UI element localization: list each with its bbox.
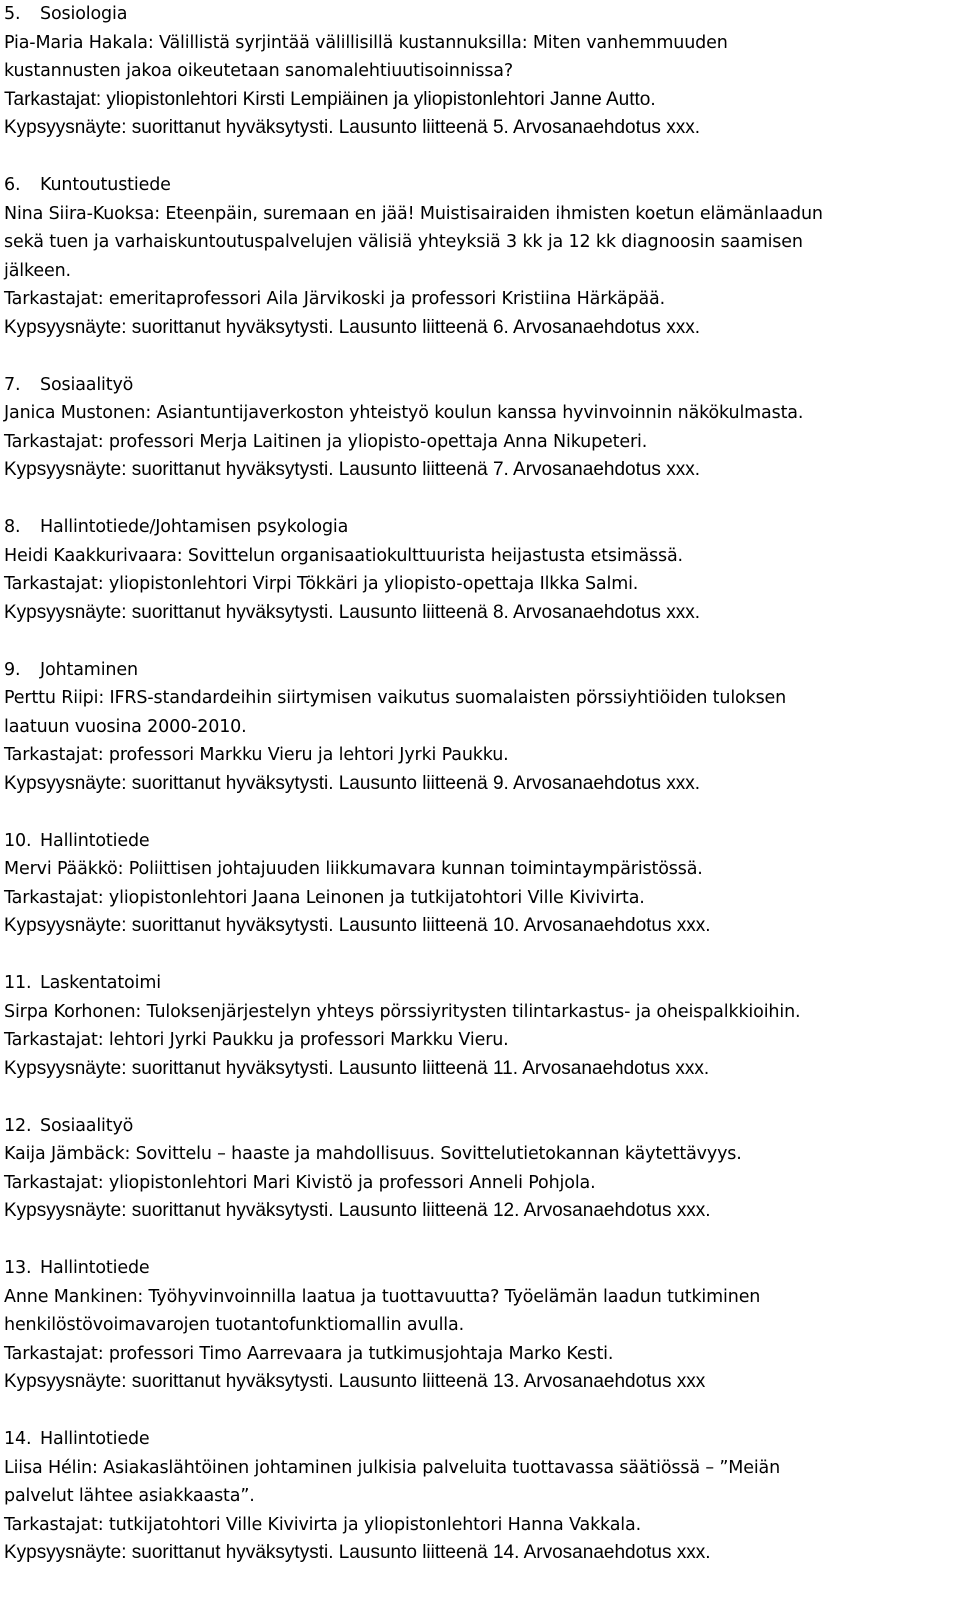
entry-heading [4,1425,952,1454]
entry-subject: Johtaminen [40,659,138,680]
entry-heading [4,171,952,200]
entry-text-line: Mervi Pääkkö: Poliittisen johtajuuden liikkumavara kunnan toimintaympäristössä. [4,859,703,879]
entry-subject: Hallintotiede [40,1429,150,1449]
entry-text-line: Perttu Riipi: IFRS-standardeihin siirtymisen vaikutus suomalaisten pörssiyhtiöiden tuloksen [4,688,787,708]
entry-separator [4,1397,952,1426]
entry-separator [4,1083,952,1112]
thesis-entry [4,1254,952,1397]
entry-text-line: Tarkastajat: tutkijatohtori Ville Kivivirta ja yliopistonlehtori Hanna Vakkala. [4,1514,642,1535]
entry-separator [4,798,952,827]
entry-subject: Sosiologia [40,4,128,24]
entry-text-line: Sirpa Korhonen: Tuloksenjärjestelyn yhteys pörssiyritysten tilintarkastus- ja oheispalkkioihin. [4,1001,801,1022]
entry-maturity-note: Kypsyysnäyte: suorittanut hyväksytysti. Lausunto liitteenä 10. Arvosanaehdotus xxx. [4,915,711,936]
entry-subject: Kuntoutustiede [40,175,171,195]
thesis-entry [4,969,952,1083]
entry-number: 10. [4,830,32,851]
entry-maturity-note: Kypsyysnäyte: suorittanut hyväksytysti. Lausunto liitteenä 5. Arvosanaehdotus xxx. [4,117,700,138]
entry-number: 8. [4,517,21,537]
entry-maturity-note: Kypsyysnäyte: suorittanut hyväksytysti. Lausunto liitteenä 12. Arvosanaehdotus xxx. [4,1200,711,1221]
entry-number: 6. [4,175,21,195]
thesis-entry [4,1425,952,1568]
thesis-entry [4,0,952,143]
entry-text-line: sekä tuen ja varhaiskuntoutuspalvelujen välisiä yhteyksiä 3 kk ja 12 kk diagnoosin saamisen [4,232,803,252]
entry-subject: Hallintotiede/Johtamisen psykologia [40,517,349,537]
entry-subject: Laskentatoimi [40,973,161,993]
thesis-entry [4,1112,952,1226]
entry-number: 14. [4,1429,32,1449]
entry-heading [4,1112,952,1141]
entry-text-line: Tarkastajat: yliopistonlehtori Mari Kivistö ja professori Anneli Pohjola. [4,1172,596,1193]
thesis-entry [4,171,952,342]
entry-number: 7. [4,374,21,395]
entry-maturity-note: Kypsyysnäyte: suorittanut hyväksytysti. Lausunto liitteenä 7. Arvosanaehdotus xxx. [4,459,700,480]
thesis-entry [4,371,952,485]
entry-heading [4,1254,952,1283]
entry-subject: Sosiaalityö [40,374,134,395]
entry-maturity-note: Kypsyysnäyte: suorittanut hyväksytysti. Lausunto liitteenä 11. Arvosanaehdotus xxx. [4,1057,710,1079]
entry-text-line: Anne Mankinen: Työhyvinvoinnilla laatua ja tuottavuutta? Työelämän laadun tutkiminen [4,1286,761,1307]
entry-separator [4,342,952,371]
entry-text-line: henkilöstövoimavarojen tuotantofunktiomallin avulla. [4,1315,464,1335]
thesis-entry [4,656,952,799]
entry-maturity-note: Kypsyysnäyte: suorittanut hyväksytysti. Lausunto liitteenä 6. Arvosanaehdotus xxx. [4,316,700,338]
entry-text-line: Heidi Kaakkurivaara: Sovittelun organisaatiokulttuurista heijastusta etsimässä. [4,545,683,566]
entry-text-line: Pia-Maria Hakala: Välillistä syrjintää välillisillä kustannuksilla: Miten vanhemmuuden [4,32,728,53]
entry-separator [4,143,952,172]
entry-text-line: Liisa Hélin: Asiakaslähtöinen johtaminen julkisia palveluita tuottavassa säätiössä – ”Meiän [4,1457,781,1478]
entry-text-line: kustannusten jakoa oikeutetaan sanomalehtiuutisoinnissa? [4,61,514,81]
thesis-entry [4,827,952,941]
entry-subject: Hallintotiede [40,830,150,851]
document-body [4,0,952,1568]
entry-heading [4,827,952,856]
entry-separator [4,485,952,514]
entry-number: 13. [4,1258,32,1278]
entry-text-line: Tarkastajat: professori Merja Laitinen ja yliopisto-opettaja Anna Nikupeteri. [4,431,648,452]
entry-text-line: Tarkastajat: lehtori Jyrki Paukku ja professori Markku Vieru. [4,1030,509,1050]
entry-heading [4,969,952,998]
entry-maturity-note: Kypsyysnäyte: suorittanut hyväksytysti. Lausunto liitteenä 8. Arvosanaehdotus xxx. [4,601,700,623]
entry-text-line: jälkeen. [4,260,71,281]
entry-text-line: Tarkastajat: professori Markku Vieru ja lehtori Jyrki Paukku. [4,745,509,765]
entry-text-line: Nina Siira-Kuoksa: Eteenpäin, suremaan en jää! Muistisairaiden ihmisten koetun elämänlaadun [4,203,823,224]
entry-subject: Hallintotiede [40,1258,150,1278]
entry-heading [4,513,952,542]
thesis-entry [4,513,952,627]
entry-maturity-note: Kypsyysnäyte: suorittanut hyväksytysti. Lausunto liitteenä 14. Arvosanaehdotus xxx. [4,1542,711,1563]
entry-heading [4,371,952,400]
entry-number: 11. [4,973,32,993]
entry-text-line: Tarkastajat: professori Timo Aarrevaara ja tutkimusjohtaja Marko Kesti. [4,1343,614,1364]
entry-text-line: laatuun vuosina 2000-2010. [4,716,247,737]
entry-text-line: Tarkastajat: yliopistonlehtori Jaana Leinonen ja tutkijatohtori Ville Kivivirta. [4,887,645,908]
entry-heading [4,0,952,29]
entry-text-line: Tarkastajat: emeritaprofessori Aila Järvikoski ja professori Kristiina Härkäpää. [4,289,666,309]
entry-text-line: Tarkastajat: yliopistonlehtori Kirsti Lempiäinen ja yliopistonlehtori Janne Autto. [4,88,656,110]
entry-separator [4,627,952,656]
entry-number: 5. [4,4,21,24]
entry-text-line: Janica Mustonen: Asiantuntijaverkoston yhteistyö koulun kanssa hyvinvoinnin näkökulmasta. [4,403,804,423]
entry-text-line: Kaija Jämbäck: Sovittelu – haaste ja mahdollisuus. Sovittelutietokannan käytettävyys. [4,1144,742,1164]
entry-number: 12. [4,1115,32,1136]
entry-text-line: palvelut lähtee asiakkaasta”. [4,1486,255,1506]
entry-subject: Sosiaalityö [40,1115,134,1136]
entry-text-line: Tarkastajat: yliopistonlehtori Virpi Tökkäri ja yliopisto-opettaja Ilkka Salmi. [4,574,639,594]
entry-number: 9. [4,659,21,680]
entry-maturity-note: Kypsyysnäyte: suorittanut hyväksytysti. Lausunto liitteenä 13. Arvosanaehdotus xxx [4,1371,706,1392]
entry-heading [4,656,952,685]
entry-separator [4,941,952,970]
entry-separator [4,1226,952,1255]
entry-maturity-note: Kypsyysnäyte: suorittanut hyväksytysti. Lausunto liitteenä 9. Arvosanaehdotus xxx. [4,772,700,794]
